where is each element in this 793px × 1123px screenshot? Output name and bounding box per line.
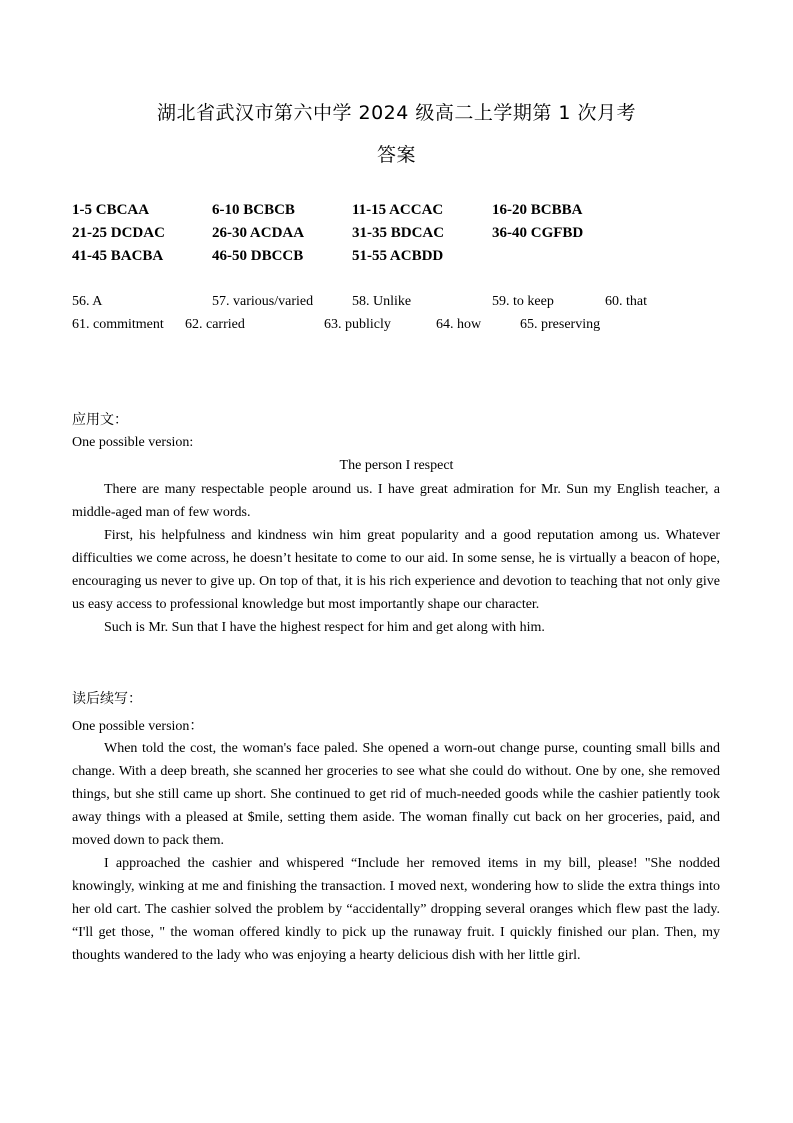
essay-paragraph: When told the cost, the woman's face paled. She opened a worn-out change purse, counting small bills and change. With a deep breath, she scanned her groceries to see what she could do without. One by one, she removed things, but she still came up short. She continued to get rid of much-needed goods while the cashier patiently took away things with a pleased at $mile, setting them aside. The woman finally cut back on her groceries, paid, and moved down to pack them. xyxy=(72,741,720,848)
fill-answer: 58. Unlike xyxy=(352,294,412,309)
answer-group: 21-25 DCDAC xyxy=(72,225,165,241)
fill-answer: 64. how xyxy=(436,317,482,332)
section-label-practical-writing: 应用文： xyxy=(72,412,128,428)
answer-group: 51-55 ACBDD xyxy=(352,248,444,264)
answer-group: 11-15 ACCAC xyxy=(352,202,444,218)
fill-answer: 61. commitment xyxy=(72,317,164,332)
fill-answer: 59. to keep xyxy=(492,294,554,309)
fill-answer: 63. publicly xyxy=(324,317,391,332)
essay-paragraph: First, his helpfulness and kindness win him great popularity and a good reputation among us. Whatever difficulties we come across, he doesn’t hesitate to come to our aid. In some sense, he is virtually a beacon of hope, encouraging us never to give up. On top of that, it is his rich experience and devotion to teaching that not only give us easy access to professional knowledge but most importantly shape our character. xyxy=(72,528,720,612)
fill-answer: 56. A xyxy=(72,294,103,309)
answer-group: 46-50 DBCCB xyxy=(212,248,304,264)
fill-answer: 60. that xyxy=(605,294,647,309)
page-subtitle: 答案 xyxy=(376,144,416,166)
fill-answer: 65. preserving xyxy=(520,317,601,332)
practical-writing-body xyxy=(72,478,720,639)
continuation-writing-body xyxy=(72,737,720,967)
answer-group: 31-35 BDCAC xyxy=(352,225,445,241)
essay-paragraph: I approached the cashier and whispered “Include her removed items in my bill, please! "She nodded knowingly, winking at me and finishing the transaction. I moved next, wondering how to slide the extra things into her old cart. The cashier solved the problem by “accidentally” dropping several oranges which flew past the lady. “I'll get those, " the woman offered kindly to pick up the runaway fruit. I quickly finished our plan. Then, my thoughts wandered to the lady who was enjoying a hearty delicious dish with her little girl. xyxy=(72,856,720,963)
answer-group: 41-45 BACBA xyxy=(72,248,164,264)
fill-answer: 62. carried xyxy=(185,317,245,332)
fill-answer: 57. various/varied xyxy=(212,294,314,309)
essay-paragraph: There are many respectable people around us. I have great admiration for Mr. Sun my English teacher, a middle-aged man of few words. xyxy=(72,482,720,520)
page-title: 湖北省武汉市第六中学 2024 级高二上学期第 1 次月考 xyxy=(156,102,637,124)
answer-group: 36-40 CGFBD xyxy=(492,225,584,241)
section-label-continuation-writing: 读后续写： xyxy=(72,691,142,707)
answer-group: 1-5 CBCAA xyxy=(72,202,150,218)
version-intro: One possible version： xyxy=(72,719,204,734)
answer-group: 26-30 ACDAA xyxy=(212,225,305,241)
answer-group: 16-20 BCBBA xyxy=(492,202,583,218)
essay-paragraph: Such is Mr. Sun that I have the highest respect for him and get along with him. xyxy=(104,620,545,635)
answer-group: 6-10 BCBCB xyxy=(212,202,295,218)
essay-heading: The person I respect xyxy=(339,458,454,473)
version-intro: One possible version: xyxy=(72,435,194,450)
